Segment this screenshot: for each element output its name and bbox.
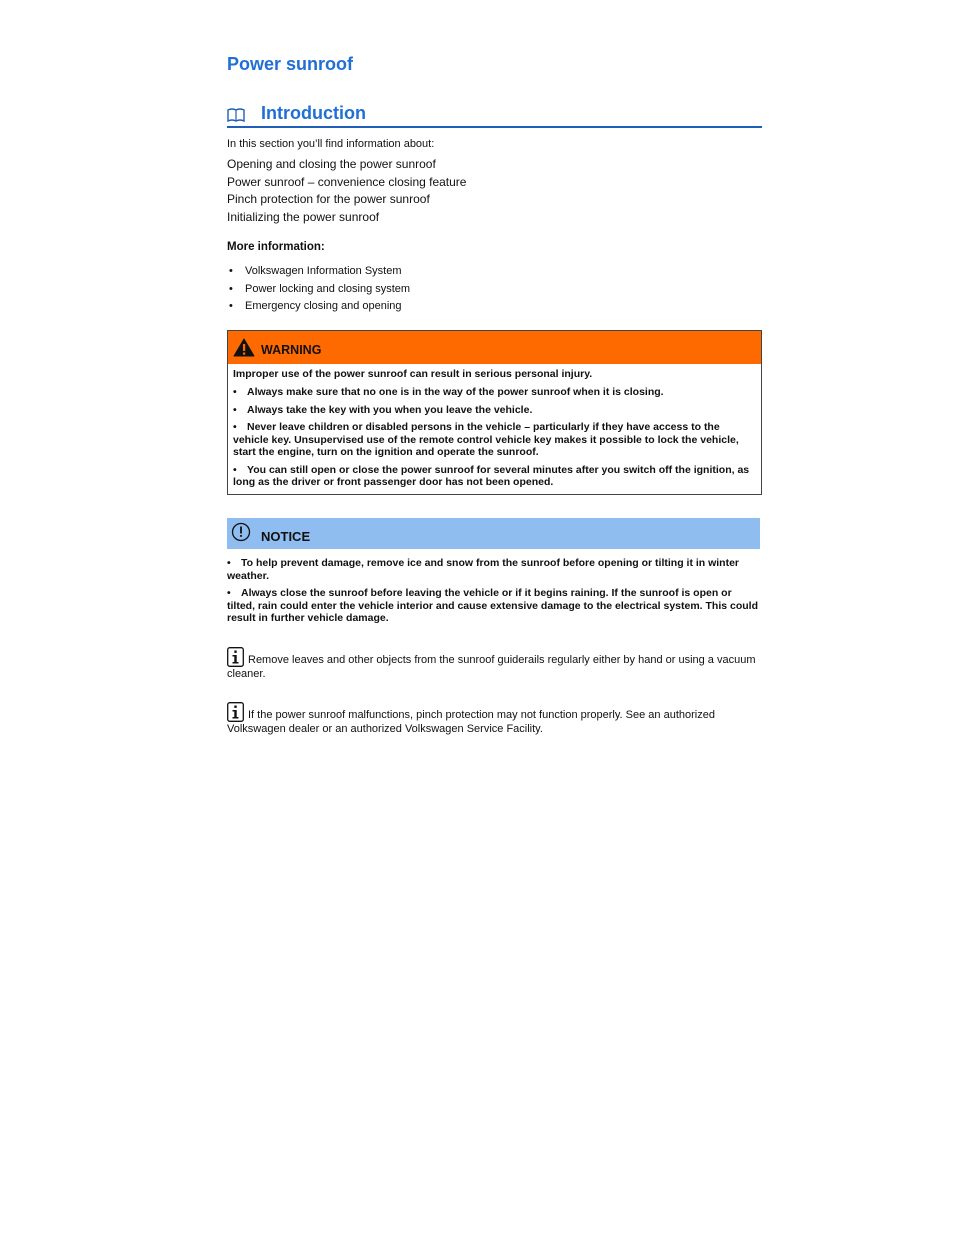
warning-item: • Always take the key with you when you leave the vehicle. [233, 403, 533, 416]
notice-item: • Always close the sunroof before leaving the vehicle or if it begins raining. If the sunroof is open or tilted, rain could enter the vehicle interior and cause extensive damage to the electrical system. This could result in further vehicle damage. [227, 587, 759, 624]
tip-text: Remove leaves and other objects from the sunroof guiderails regularly either by hand or using a vacuum cleaner. [227, 654, 756, 680]
topic-list [227, 156, 466, 226]
tip-note [227, 647, 762, 681]
more-info-link[interactable]: • Volkswagen Information System [227, 263, 410, 281]
warning-item: • You can still open or close the power sunroof for several minutes after you switch off the ignition, as long as the driver or front passenger door has not been opened. [233, 463, 750, 488]
warning-lead: Improper use of the power sunroof can result in serious personal injury. [233, 368, 593, 380]
bullet: • [229, 265, 233, 277]
page-title: Power sunroof [227, 54, 354, 74]
bullet: • [229, 282, 233, 295]
notice-item: • To help prevent damage, remove ice and snow from the sunroof before opening or tilting it in winter weather. [227, 557, 740, 582]
warning-box [227, 330, 762, 495]
book-icon [227, 108, 245, 122]
more-info-list [227, 263, 410, 316]
topic-link[interactable]: Power sunroof – convenience closing feature [227, 174, 467, 189]
info-icon [227, 647, 244, 667]
warning-item: • Never leave children or disabled persons in the vehicle – particularly if they have access to the vehicle key. Unsupervised use of the remote control vehicle key makes it possible to lock the vehicle, start the engine, turn on the ignition and operate the sunroof. [233, 421, 739, 458]
section-title: Introduction [261, 103, 366, 123]
warning-label: WARNING [261, 343, 322, 357]
info-icon [227, 702, 244, 722]
warning-triangle-icon [233, 338, 255, 357]
notice-label: NOTICE [261, 529, 311, 544]
topic-link[interactable]: Initializing the power sunroof [227, 209, 380, 224]
more-info-link[interactable]: • Emergency closing and opening [227, 298, 410, 316]
notice-header [227, 518, 760, 549]
intro-text: In this section you’ll find information about: [227, 138, 435, 150]
section-header [227, 104, 762, 128]
warning-item: • Always make sure that no one is in the way of the power sunroof when it is closing. [233, 386, 664, 398]
notice-body [227, 557, 762, 630]
tip-note [227, 702, 762, 736]
tip-text: If the power sunroof malfunctions, pinch protection may not function properly. See an authorized Volkswagen dealer or an authorized Volkswagen Service Facility. [227, 709, 715, 735]
bullet: • [229, 300, 233, 312]
topic-link[interactable]: Opening and closing the power sunroof [227, 157, 436, 171]
warning-header [228, 331, 761, 364]
warning-body [228, 364, 761, 489]
more-info-link[interactable]: • Power locking and closing system [227, 281, 410, 299]
topic-link[interactable]: Pinch protection for the power sunroof [227, 192, 430, 206]
exclamation-circle-icon [231, 522, 251, 542]
more-info-title: More information: [227, 241, 325, 253]
